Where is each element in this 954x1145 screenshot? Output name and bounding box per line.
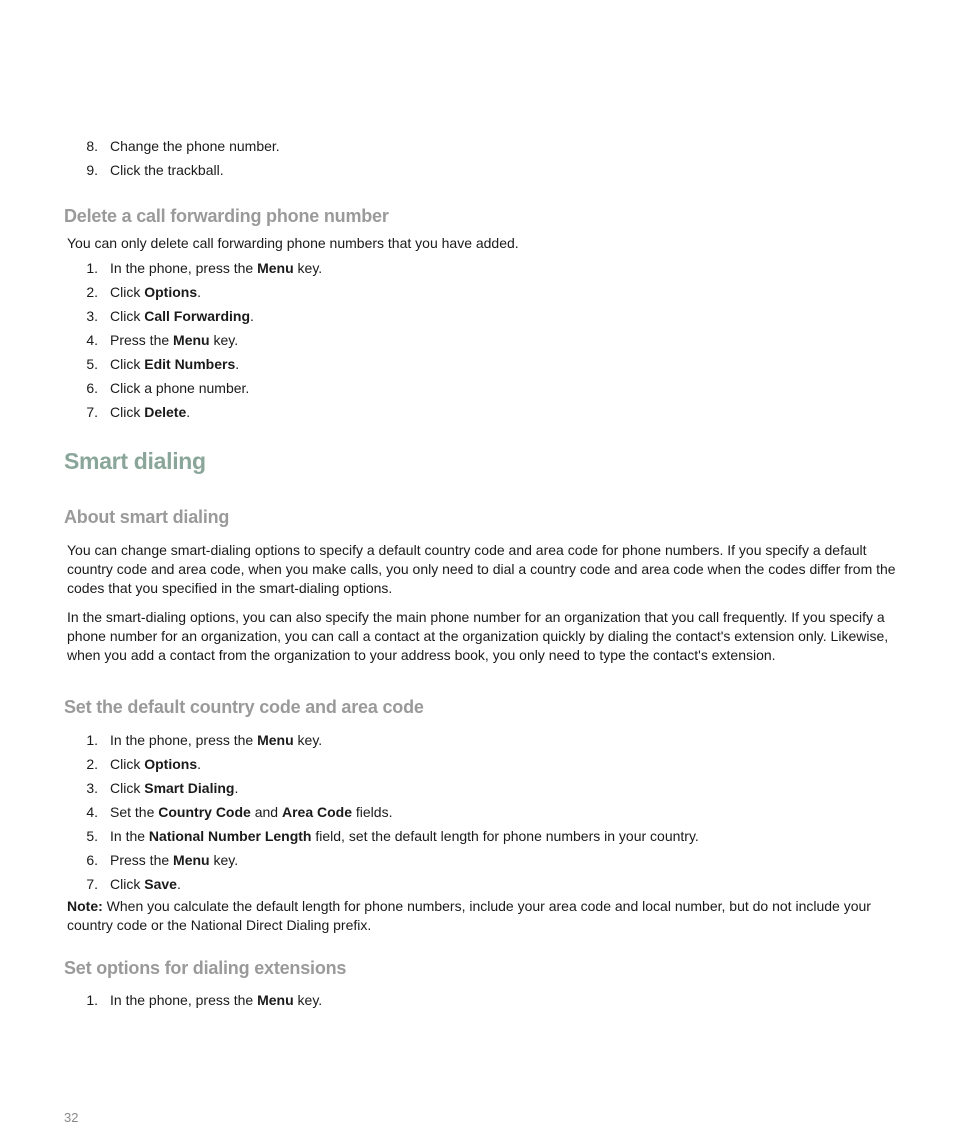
step-text-fragment: In the phone, press the: [110, 260, 258, 276]
step-text-fragment: key.: [293, 732, 323, 748]
page-number: 32: [64, 1110, 79, 1125]
step-number: 7.: [86, 876, 98, 892]
step-text-fragment: Press the: [110, 332, 174, 348]
step-number: 6.: [86, 852, 98, 868]
step-text-fragment: .: [186, 404, 191, 420]
note-text: When you calculate the default length for phone numbers, include your area code and local number, but do not include your country code or the National Direct Dialing prefix.: [67, 898, 871, 933]
step-text-fragment: .: [234, 780, 239, 796]
about-paragraph-2: In the smart-dialing options, you can also specify the main phone number for an organization that you call frequently. If you specify a phone number for an organization, you can call a contact at the organization quickly by dialing the contact's extension only. Likewise, when you add a contact from the organization to your address book, you only need to type the contact's extension.: [67, 609, 889, 663]
step-text-fragment: In the: [110, 828, 149, 844]
section-heading-about-smart-dialing: About smart dialing: [64, 507, 230, 527]
delete-intro-text: You can only delete call forwarding phone numbers that you have added.: [67, 235, 519, 251]
step-text-fragment: .: [235, 356, 240, 372]
step-text-fragment: Click: [110, 780, 145, 796]
step-text: [110, 824, 699, 848]
step-text-fragment: key.: [209, 332, 239, 348]
step-ui-term: Country Code: [158, 804, 251, 820]
step-text-fragment: key.: [293, 992, 323, 1008]
section-heading-dialing-extensions: Set options for dialing extensions: [64, 958, 347, 978]
step-number: 3.: [86, 308, 98, 324]
step-text-fragment: key.: [293, 260, 323, 276]
step-text-fragment: Press the: [110, 852, 174, 868]
step-text: [110, 400, 190, 424]
step-text-fragment: .: [197, 756, 202, 772]
step-text-fragment: Click: [110, 308, 145, 324]
step-text: [110, 988, 322, 1012]
step-ui-term: Options: [144, 756, 198, 772]
step-text-fragment: Click: [110, 404, 145, 420]
step-text-fragment: .: [197, 284, 202, 300]
step-number: 6.: [86, 380, 98, 396]
note-label: Note:: [67, 898, 103, 914]
step-number: 2.: [86, 284, 98, 300]
step-ui-term: Options: [144, 284, 198, 300]
step-text-fragment: In the phone, press the: [110, 992, 258, 1008]
step-text-fragment: Click: [110, 284, 145, 300]
note-paragraph: [67, 897, 897, 935]
step-number: 1.: [86, 732, 98, 748]
step-number: 8.: [86, 138, 98, 154]
step-text-fragment: fields.: [352, 804, 393, 820]
step-text: [110, 776, 238, 800]
step-text-fragment: field, set the default length for phone numbers in your country.: [311, 828, 699, 844]
step-text-fragment: .: [176, 876, 181, 892]
step-text: [110, 304, 254, 328]
step-text: [110, 752, 201, 776]
step-text: [110, 872, 181, 896]
step-ui-term: Delete: [144, 404, 187, 420]
step-ui-term: Save: [144, 876, 177, 892]
step-number: 1.: [86, 260, 98, 276]
step-text-fragment: .: [250, 308, 254, 324]
step-text-fragment: Set the: [110, 804, 159, 820]
step-ui-term: Menu: [257, 992, 294, 1008]
step-number: 1.: [86, 992, 98, 1008]
step-text: [110, 728, 322, 752]
about-paragraph-1: You can change smart-dialing options to specify a default country code and area code for phone numbers. If you specify a default country code and area code, when you make calls, you only need to dial a country code and area code when the codes differ from the codes that you specified in the smart-dialing options.: [67, 542, 896, 596]
step-text: [110, 848, 238, 872]
step-text: [110, 256, 322, 280]
step-text-fragment: key.: [209, 852, 239, 868]
section-heading-default-code: Set the default country code and area code: [64, 697, 424, 717]
step-text: [110, 158, 224, 182]
step-ui-term: National Number Length: [148, 828, 312, 844]
step-ui-term: Menu: [257, 732, 294, 748]
step-ui-term: Edit Numbers: [144, 356, 236, 372]
step-ui-term: Menu: [173, 332, 210, 348]
step-ui-term: Call Forwarding: [144, 308, 251, 324]
step-text-fragment: Click: [110, 876, 145, 892]
step-text: [110, 800, 392, 824]
section-heading-delete-forwarding: Delete a call forwarding phone number: [64, 206, 389, 226]
step-text: [110, 134, 280, 158]
step-number: 4.: [86, 332, 98, 348]
step-text: [110, 376, 249, 400]
step-number: 4.: [86, 804, 98, 820]
step-text: [110, 280, 201, 304]
step-text-fragment: Click a phone number.: [110, 380, 250, 396]
step-text-fragment: and: [250, 804, 282, 820]
step-text: [110, 352, 239, 376]
step-text: [110, 328, 238, 352]
step-text-fragment: Change the phone number.: [110, 138, 280, 154]
step-text-fragment: Click: [110, 356, 145, 372]
step-text-fragment: In the phone, press the: [110, 732, 258, 748]
step-ui-term: Menu: [257, 260, 294, 276]
step-ui-term: Smart Dialing: [144, 780, 235, 796]
step-text-fragment: Click: [110, 756, 145, 772]
step-number: 7.: [86, 404, 98, 420]
step-ui-term: Menu: [173, 852, 210, 868]
step-ui-term: Area Code: [281, 804, 352, 820]
chapter-title-smart-dialing: Smart dialing: [64, 448, 206, 474]
step-number: 5.: [86, 828, 98, 844]
step-number: 3.: [86, 780, 98, 796]
step-text-fragment: Click the trackball.: [110, 162, 224, 178]
step-number: 5.: [86, 356, 98, 372]
step-number: 9.: [86, 162, 98, 178]
step-number: 2.: [86, 756, 98, 772]
